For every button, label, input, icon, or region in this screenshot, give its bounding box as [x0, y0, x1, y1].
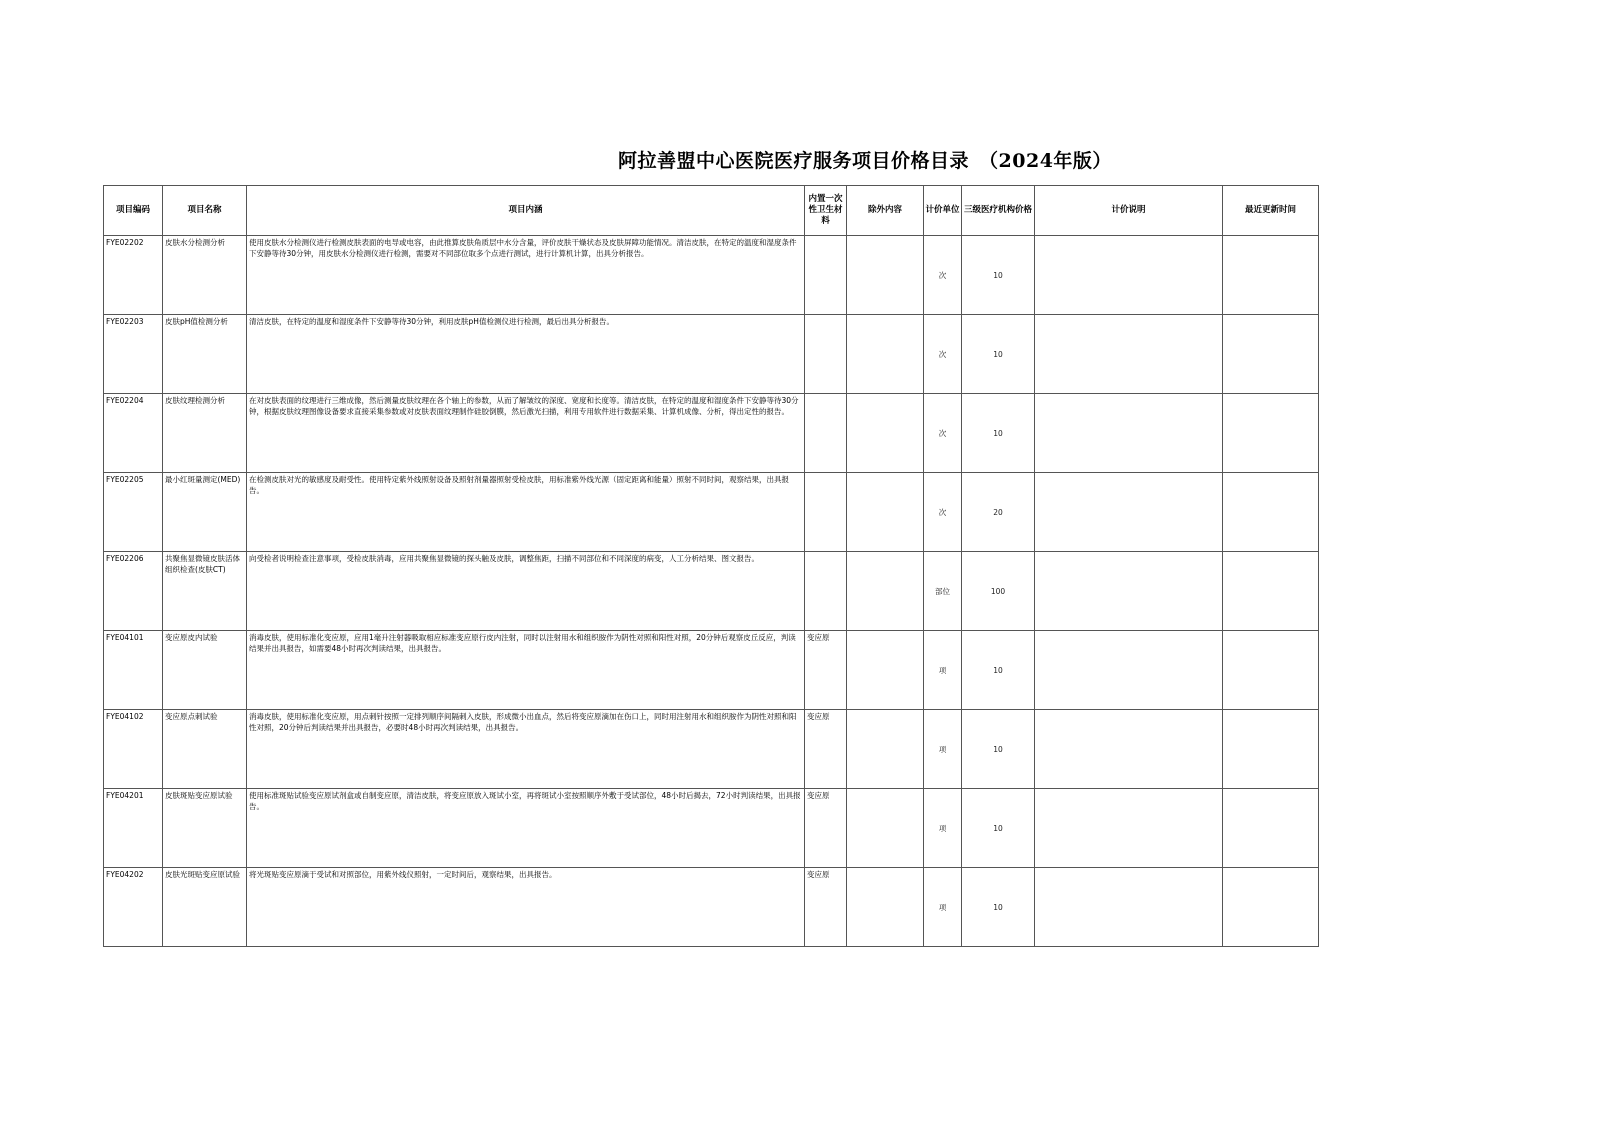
- cell-material: [805, 236, 847, 315]
- cell-updated: [1223, 473, 1319, 552]
- cell-code: FYE04202: [104, 868, 163, 947]
- table-row: [104, 473, 1319, 552]
- cell-unit: 次: [924, 394, 962, 473]
- header-exclusions: 除外内容: [847, 186, 924, 236]
- cell-note: [1035, 710, 1223, 789]
- cell-name: 皮肤pH值检测分析: [163, 315, 247, 394]
- cell-material: 变应原: [805, 710, 847, 789]
- cell-updated: [1223, 868, 1319, 947]
- cell-exclusions: [847, 315, 924, 394]
- cell-content: 消毒皮肤，使用标准化变应原，用点刺针按照一定排列顺序间隔刺入皮肤，形成微小出血点，然后将变应原滴加在伤口上，同时用注射用水和组织胺作为阴性对照和阳性对照，20分钟后判读结果并出具报告，必要时48小时再次判读结果，出具报告。: [247, 710, 805, 789]
- cell-content: 消毒皮肤，使用标准化变应原，应用1毫升注射器吸取相应标准变应原行皮内注射，同时以注射用水和组织胺作为阴性对照和阳性对照，20分钟后观察皮丘反应，判读结果并出具报告，如需要48小时再次判读结果，出具报告。: [247, 631, 805, 710]
- table-row: [104, 315, 1319, 394]
- header-content: 项目内涵: [247, 186, 805, 236]
- cell-exclusions: [847, 236, 924, 315]
- header-material: 内置一次性卫生材料: [805, 186, 847, 236]
- cell-name: 变应原点刺试验: [163, 710, 247, 789]
- table-row: [104, 236, 1319, 315]
- cell-updated: [1223, 552, 1319, 631]
- cell-note: [1035, 868, 1223, 947]
- cell-exclusions: [847, 631, 924, 710]
- cell-material: [805, 552, 847, 631]
- header-price: 三级医疗机构价格: [962, 186, 1035, 236]
- table-row: [104, 631, 1319, 710]
- cell-unit: 项: [924, 868, 962, 947]
- cell-price: 10: [962, 394, 1035, 473]
- table-row: [104, 789, 1319, 868]
- table-row: [104, 710, 1319, 789]
- cell-code: FYE02204: [104, 394, 163, 473]
- cell-exclusions: [847, 868, 924, 947]
- cell-price: 10: [962, 236, 1035, 315]
- cell-name: 皮肤斑贴变应原试验: [163, 789, 247, 868]
- cell-note: [1035, 236, 1223, 315]
- cell-name: 皮肤光斑贴变应原试验: [163, 868, 247, 947]
- cell-code: FYE04201: [104, 789, 163, 868]
- header-unit: 计价单位: [924, 186, 962, 236]
- price-table: [103, 185, 1319, 947]
- cell-name: 皮肤水分检测分析: [163, 236, 247, 315]
- cell-updated: [1223, 315, 1319, 394]
- cell-content: 向受检者说明检查注意事项，受检皮肤消毒，应用共聚焦显微镜的探头触及皮肤，调整焦距，扫描不同部位和不同深度的病变，人工分析结果、图文报告。: [247, 552, 805, 631]
- table-row: [104, 394, 1319, 473]
- table-header-row: [104, 186, 1319, 236]
- cell-content: 在检测皮肤对光的敏感度及耐受性。使用特定紫外线照射设备及照射剂量器照射受检皮肤，用标准紫外线光源（固定距离和能量）照射不同时间，观察结果，出具报告。: [247, 473, 805, 552]
- cell-exclusions: [847, 473, 924, 552]
- cell-material: 变应原: [805, 868, 847, 947]
- cell-content: 清洁皮肤，在特定的温度和湿度条件下安静等待30分钟，利用皮肤pH值检测仪进行检测，最后出具分析报告。: [247, 315, 805, 394]
- cell-code: FYE02206: [104, 552, 163, 631]
- cell-updated: [1223, 631, 1319, 710]
- cell-code: FYE02205: [104, 473, 163, 552]
- cell-note: [1035, 789, 1223, 868]
- cell-code: FYE02202: [104, 236, 163, 315]
- cell-exclusions: [847, 552, 924, 631]
- cell-code: FYE04101: [104, 631, 163, 710]
- cell-unit: 次: [924, 315, 962, 394]
- cell-unit: 次: [924, 236, 962, 315]
- cell-name: 变应原皮内试验: [163, 631, 247, 710]
- page-title: 阿拉善盟中心医院医疗服务项目价格目录 （2024年版）: [618, 150, 1112, 172]
- cell-content: 使用标准斑贴试验变应原试剂盒或自制变应原，清洁皮肤，将变应原放入斑试小室，再将斑试小室按照顺序外敷于受试部位，48小时后揭去，72小时判读结果，出具报告。: [247, 789, 805, 868]
- cell-note: [1035, 473, 1223, 552]
- cell-note: [1035, 394, 1223, 473]
- cell-price: 10: [962, 868, 1035, 947]
- cell-price: 10: [962, 315, 1035, 394]
- cell-exclusions: [847, 394, 924, 473]
- table-row: [104, 868, 1319, 947]
- cell-content: 在对皮肤表面的纹理进行三维成像，然后测量皮肤纹理在各个轴上的参数，从而了解皱纹的深度、宽度和长度等。清洁皮肤，在特定的温度和湿度条件下安静等待30分钟，根据皮肤纹理图像设备要求直接采集参数或对皮肤表面纹理制作硅胶倒膜，然后激光扫描，利用专用软件进行数据采集、计算机成像、分析，得出定性的报告。: [247, 394, 805, 473]
- cell-note: [1035, 552, 1223, 631]
- cell-code: FYE04102: [104, 710, 163, 789]
- cell-exclusions: [847, 710, 924, 789]
- cell-code: FYE02203: [104, 315, 163, 394]
- cell-price: 10: [962, 710, 1035, 789]
- cell-unit: 项: [924, 631, 962, 710]
- cell-unit: 次: [924, 473, 962, 552]
- header-name: 项目名称: [163, 186, 247, 236]
- cell-material: 变应原: [805, 631, 847, 710]
- cell-name: 皮肤纹理检测分析: [163, 394, 247, 473]
- cell-updated: [1223, 789, 1319, 868]
- cell-content: 使用皮肤水分检测仪进行检测皮肤表面的电导或电容，由此推算皮肤角质层中水分含量，评价皮肤干燥状态及皮肤屏障功能情况。清洁皮肤，在特定的温度和湿度条件下安静等待30分钟，用皮肤水分检测仪进行检测，需要对不同部位取多个点进行测试，进行计算机计算，出具分析报告。: [247, 236, 805, 315]
- cell-material: [805, 473, 847, 552]
- cell-material: 变应原: [805, 789, 847, 868]
- cell-updated: [1223, 394, 1319, 473]
- table-row: [104, 552, 1319, 631]
- header-note: 计价说明: [1035, 186, 1223, 236]
- cell-exclusions: [847, 789, 924, 868]
- cell-updated: [1223, 710, 1319, 789]
- cell-updated: [1223, 236, 1319, 315]
- cell-material: [805, 315, 847, 394]
- cell-name: 最小红斑量测定(MED): [163, 473, 247, 552]
- cell-material: [805, 394, 847, 473]
- cell-unit: 项: [924, 710, 962, 789]
- cell-price: 20: [962, 473, 1035, 552]
- header-updated: 最近更新时间: [1223, 186, 1319, 236]
- cell-price: 10: [962, 631, 1035, 710]
- cell-price: 10: [962, 789, 1035, 868]
- cell-note: [1035, 315, 1223, 394]
- cell-unit: 项: [924, 789, 962, 868]
- cell-content: 将光斑贴变应原滴于受试和对照部位，用紫外线仪照射，一定时间后，观察结果，出具报告。: [247, 868, 805, 947]
- cell-unit: 部位: [924, 552, 962, 631]
- header-code: 项目编码: [104, 186, 163, 236]
- cell-note: [1035, 631, 1223, 710]
- cell-name: 共聚焦显微镜皮肤活体组织检查(皮肤CT): [163, 552, 247, 631]
- cell-price: 100: [962, 552, 1035, 631]
